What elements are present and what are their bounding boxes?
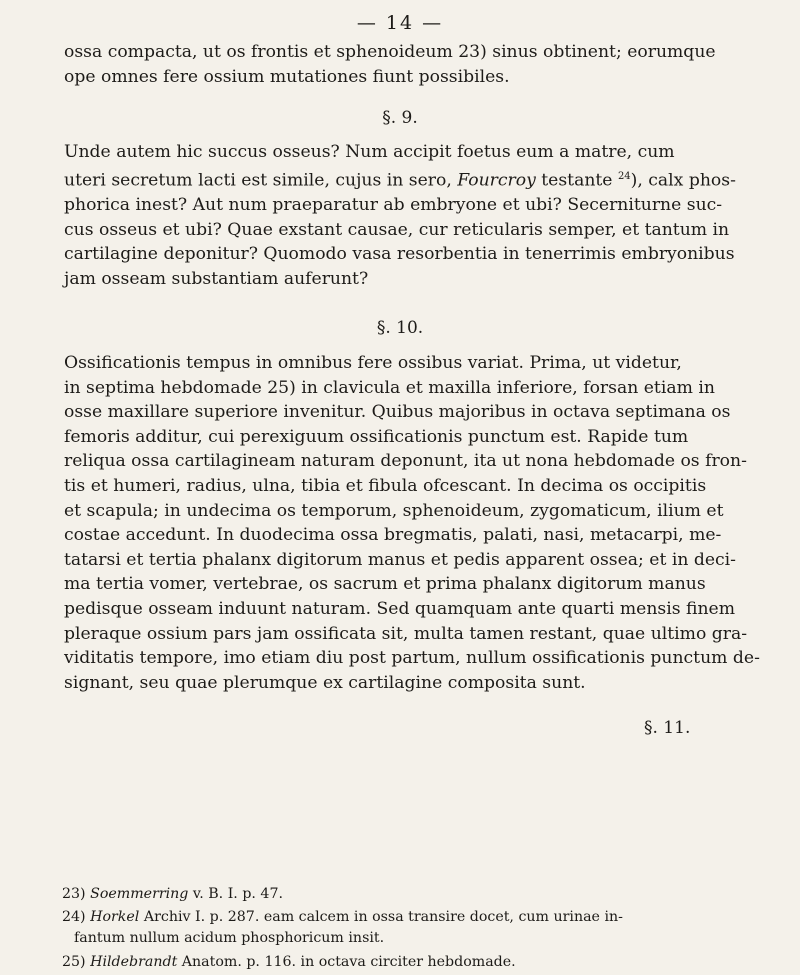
text-line: Ossificationis tempus in omnibus fere ossibus variat. Prima, ut videtur, <box>64 353 682 373</box>
footnote-25 <box>62 952 762 973</box>
running-head: — 14 — <box>356 12 444 34</box>
section-11-number: §. 11. <box>644 718 691 738</box>
section-10-number: §. 10. <box>376 318 424 338</box>
author-name: Fourcroy <box>457 170 536 191</box>
text-line: osse maxillare superiore invenitur. Quibus majoribus in octava septimana os <box>64 402 731 423</box>
footnote-author: Soemmerring <box>90 886 189 902</box>
intro-paragraph <box>64 40 754 89</box>
text-line: Unde autem hic succus osseus? Num accipit foetus eum a matre, cum <box>64 142 675 162</box>
footnote-number: 23) <box>62 886 86 902</box>
text-line: tis et humeri, radius, ulna, tibia et fibula ofcescant. In decima os occipitis <box>64 475 707 496</box>
text-line: cus osseus et ubi? Quae exstant causae, cur reticularis semper, et tantum in <box>64 219 730 240</box>
text-line: tatarsi et tertia phalanx digitorum manus et pedis apparent ossea; et in deci- <box>64 549 736 570</box>
text-line: uteri secretum lacti est simile, cujus in sero, Fourcroy testante $^{24}$), calx phos- <box>64 170 736 191</box>
text-line: femoris additur, cui perexiguum ossificationis punctum est. Rapide tum <box>64 426 689 447</box>
section-9-number: §. 9. <box>382 108 418 128</box>
footnote-number: 24) <box>62 909 86 925</box>
text-line: ossa compacta, ut os frontis et sphenoideum 23) sinus obtinent; eorumque <box>64 42 716 62</box>
footnote-continuation: fantum nullum acidum phosphoricum insit. <box>74 930 385 946</box>
text-line: reliqua ossa cartilagineam naturam deponunt, ita ut nona hebdomade os fron- <box>64 451 747 472</box>
text-line: costae accedunt. In duodecima ossa bregmatis, palati, nasi, metacarpi, me- <box>64 525 722 546</box>
text-line: ope omnes fere ossium mutationes fiunt possibiles. <box>64 66 510 87</box>
text-line: in septima hebdomade 25) in clavicula et maxilla inferiore, forsan etiam in <box>64 377 715 398</box>
text-line: jam osseam substantiam auferunt? <box>64 268 369 289</box>
text-line: cartilagine deponitur? Quomodo vasa resorbentia in tenerrimis embryonibus <box>64 244 735 265</box>
footnote-text: Archiv I. p. 287. eam calcem in ossa transire docet, cum urinae in- <box>139 909 623 925</box>
section-10-paragraph <box>64 351 760 695</box>
footnote-author: Hildebrandt <box>90 954 178 970</box>
text-line: pleraque ossium pars jam ossificata sit, multa tamen restant, quae ultimo gra- <box>64 623 748 644</box>
footnote-24 <box>62 907 762 949</box>
section-9-paragraph <box>64 140 754 291</box>
footnote-text: v. B. I. p. 47. <box>188 886 283 902</box>
footnote-number: 25) <box>62 954 86 970</box>
footnote-23 <box>62 884 762 905</box>
footnote-text: Anatom. p. 116. in octava circiter hebdomade. <box>177 954 516 970</box>
text-line: viditatis tempore, imo etiam diu post partum, nullum ossificationis punctum de- <box>64 648 760 669</box>
footnote-author: Horkel <box>90 909 140 925</box>
text-line: phorica inest? Aut num praeparatur ab embryone et ubi? Secerniturne suc- <box>64 194 723 215</box>
text-line: ma tertia vomer, vertebrae, os sacrum et prima phalanx digitorum manus <box>64 574 706 595</box>
text-line: et scapula; in undecima os temporum, sphenoideum, zygomaticum, ilium et <box>64 500 724 521</box>
text-line: pedisque osseam induunt naturam. Sed quamquam ante quarti mensis finem <box>64 598 736 619</box>
text-line: signant, seu quae plerumque ex cartilagine composita sunt. <box>64 672 586 693</box>
